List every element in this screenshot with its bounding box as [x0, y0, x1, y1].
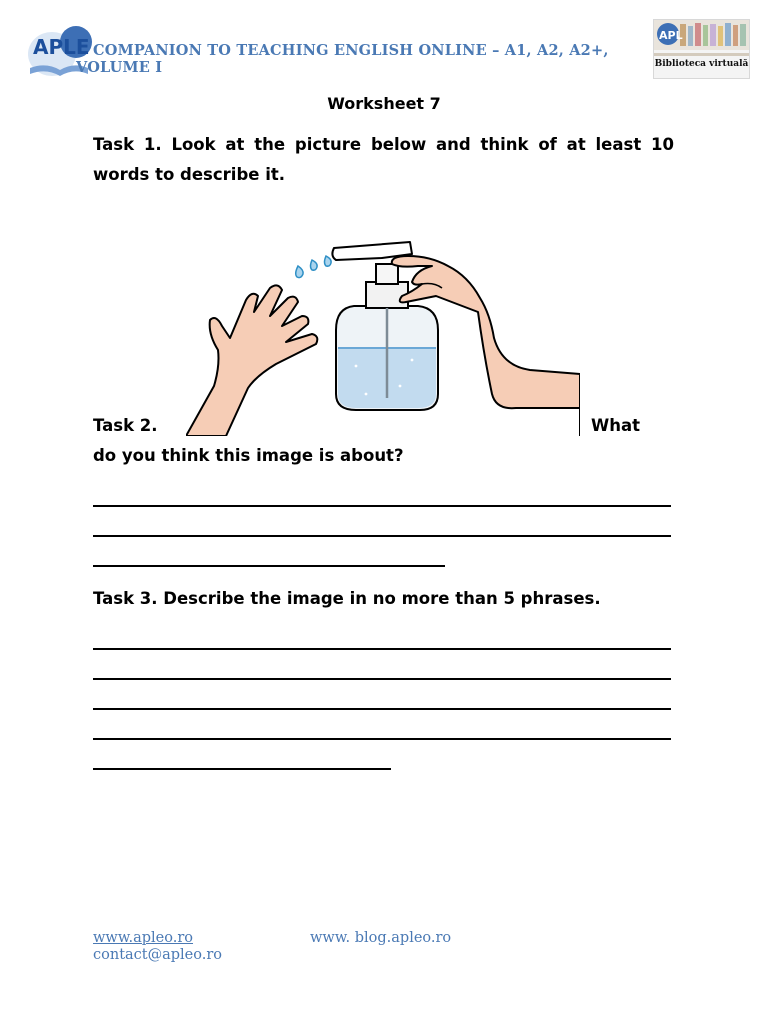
footer-website[interactable] — [93, 930, 193, 947]
task-2-text-right: What — [591, 416, 640, 435]
answer-line[interactable] — [93, 678, 671, 680]
biblioteca-virtuala-logo — [653, 19, 750, 79]
header-title: COMPANION TO TEACHING ENGLISH ONLINE – A1, A2, A2+, VOLUME I — [76, 42, 609, 76]
website-link[interactable]: www.apleo.ro — [93, 930, 194, 946]
task-2-label: Task 2. — [93, 416, 158, 435]
footer-blog[interactable]: www. blog.apleo.ro — [310, 930, 452, 946]
answer-line[interactable] — [93, 505, 671, 507]
task-2-text-rest: do you think this image is about? — [93, 446, 404, 465]
worksheet-title: Worksheet 7 — [327, 94, 441, 113]
svg-text:APLE: APLE — [33, 35, 90, 59]
task-1-text: Task 1. Look at the picture below and think of at least 10 words to describe it. — [93, 135, 674, 184]
answer-line[interactable] — [93, 708, 671, 710]
task-3-text: Task 3. Describe the image in no more than 5 phrases. — [93, 589, 601, 608]
answer-line[interactable] — [93, 768, 391, 770]
hand-sanitizer-illustration — [186, 226, 580, 436]
footer-email[interactable]: contact@apleo.ro — [93, 947, 222, 963]
answer-line[interactable] — [93, 738, 671, 740]
answer-line[interactable] — [93, 535, 671, 537]
answer-line[interactable] — [93, 565, 445, 567]
svg-text:APL: APL — [659, 29, 683, 42]
biblioteca-virtuala-caption: Biblioteca virtuală — [654, 59, 749, 69]
answer-line[interactable] — [93, 648, 671, 650]
